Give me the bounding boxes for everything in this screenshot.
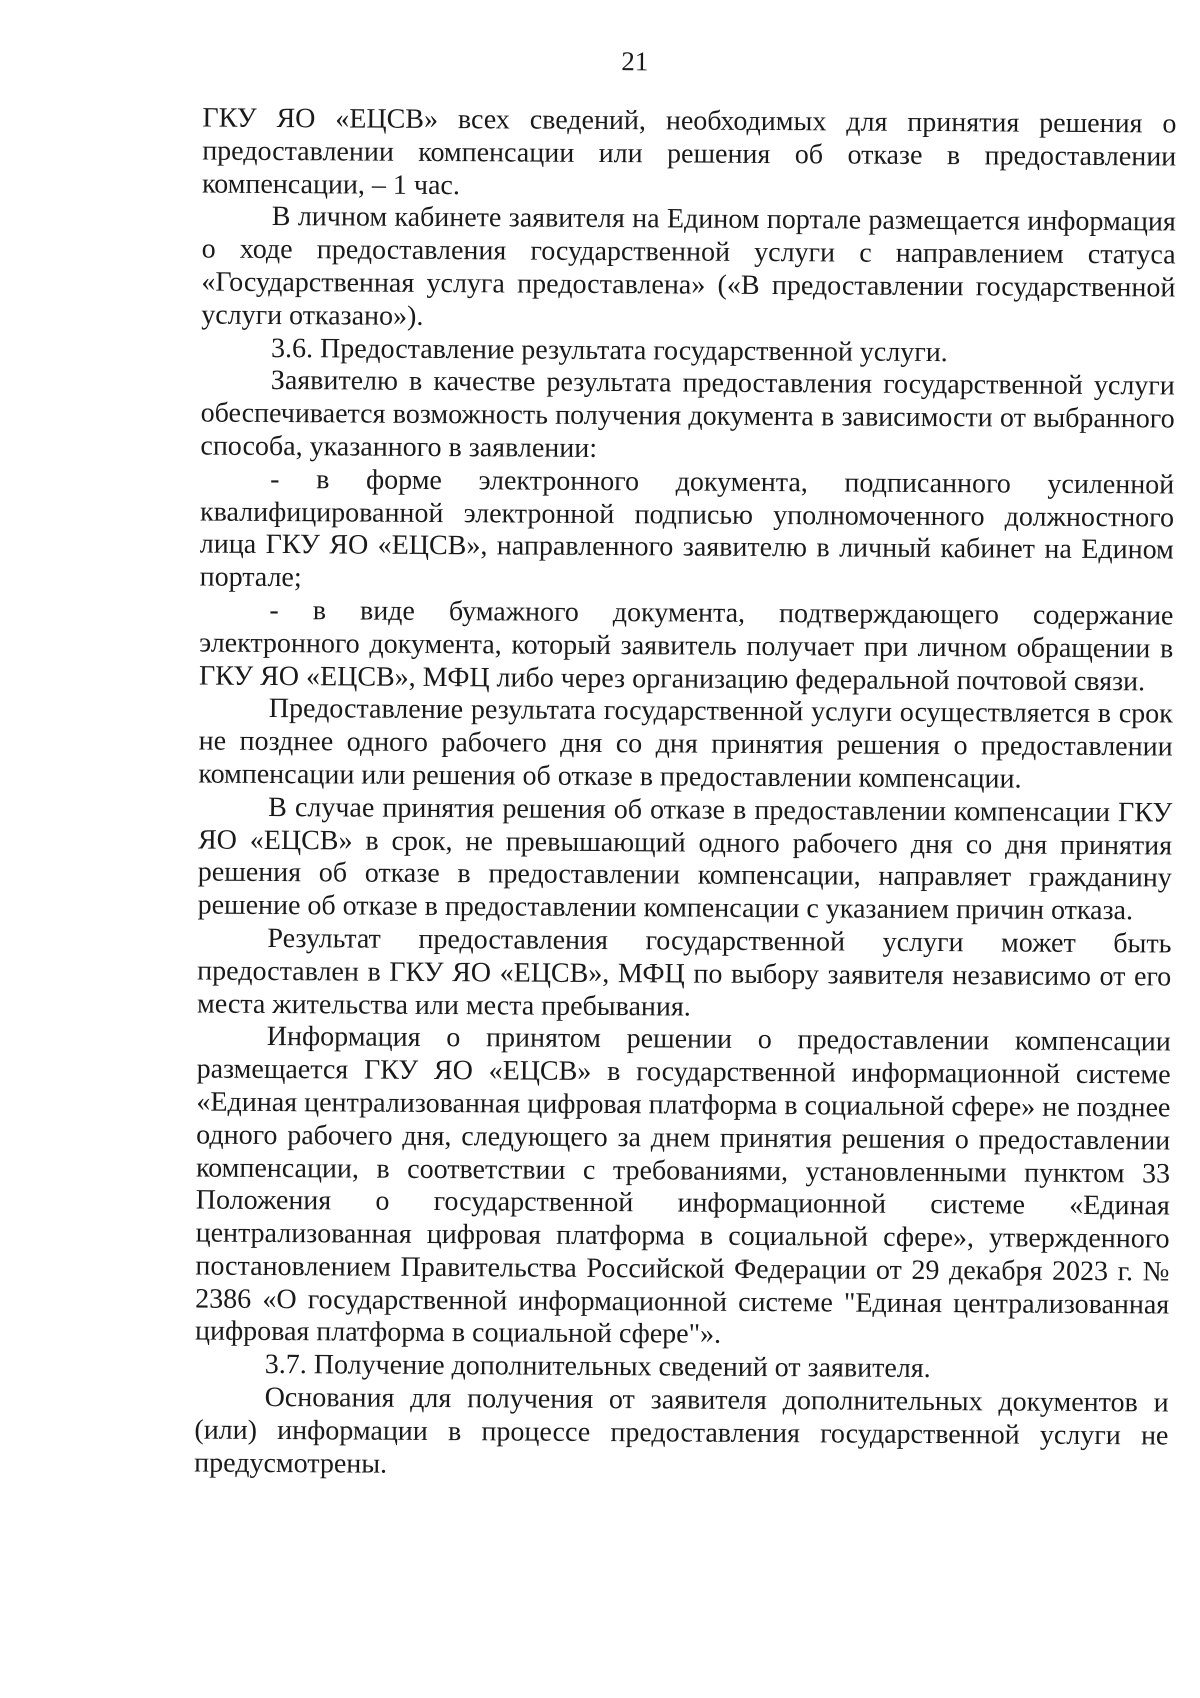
paragraph-result-location: Результат предоставления государственной услуги может быть предоставлен в ГКУ ЯО «ЕЦСВ», МФЦ по выбору заявителя независимо от его места жительства или места пребывания. (196, 922, 1172, 1023)
page-number: 21 (621, 46, 649, 77)
paragraph-personal-account-status: В личном кабинете заявителя на Едином портале размещается информация о ходе предоставления государственной услуги с направлением статуса «Государственная услуга предоставлена» («В предоставлении государственной услуги отказано»). (201, 201, 1176, 332)
list-item-paper-document: - в виде бумажного документа, подтверждающего содержание электронного документа, который заявитель получает при личном обращении в ГКУ ЯО «ЕЦСВ», МФЦ либо через организацию федеральной почтовой связи. (198, 594, 1174, 697)
section-heading-3-6: 3.6. Предоставление результата государственной услуги. (270, 332, 948, 368)
paragraph-result-deadline: Предоставление результата государственной услуги осуществляется в срок не позднее одного рабочего дня со дня принятия решения о предоставлении компенсации или решения об отказе в предоставлении компенсации. (198, 693, 1173, 795)
section-heading-3-7: 3.7. Получение дополнительных сведений от заявителя. (264, 1349, 931, 1385)
paragraph-refusal-decision: В случае принятия решения об отказе в предоставлении компенсации ГКУ ЯО «ЕЦСВ» в срок, не превышающий одного рабочего дня со дня принятия решения об отказе в предоставлении компенсации, направляет гражданину решение об отказе в предоставлении компенсации с указанием причин отказа. (197, 791, 1173, 927)
paragraph-continuation: ГКУ ЯО «ЕЦСВ» всех сведений, необходимых для принятия решения о предоставлении компенсации или решения об отказе в предоставлении компенсации, – 1 час. (201, 102, 1177, 201)
paragraph-information-placement: Информация о принятом решении о предоставлении компенсации размещается ГКУ ЯО «ЕЦСВ» в государственной информационной системе «Единая централизованная цифровая платформа в социальной сфере» не позднее одного рабочего дня, следующего за днем принятия решения о предоставлении компенсации, в соответствии с требованиями, установленными пунктом 33 Положения о государственной информационной системе «Единая централизованная цифровая платформа в социальной сфере», утвержденного постановлением Правительства Российской Федерации от 29 декабря 2023 г. № 2386 «О государственной информационной системе "Единая централизованная цифровая платформа в социальной сфере"». (194, 1021, 1171, 1351)
list-item-electronic-document: - в форме электронного документа, подписанного усиленной квалифицированной электронной подписью уполномоченного должностного лица ГКУ ЯО «ЕЦСВ», направленного заявителю в личный кабинет на Едином портале; (199, 463, 1175, 594)
document-body (194, 103, 1176, 1486)
paragraph-additional-documents: Основания для получения от заявителя дополнительных документов и (или) информации в процессе предоставления государственной услуги не предусмотрены. (194, 1382, 1169, 1480)
paragraph-result-options: Заявителю в качестве результата предоставления государственной услуги обеспечивается возможность получения документа в зависимости от выбранного способа, указанного в заявлении: (200, 365, 1175, 464)
